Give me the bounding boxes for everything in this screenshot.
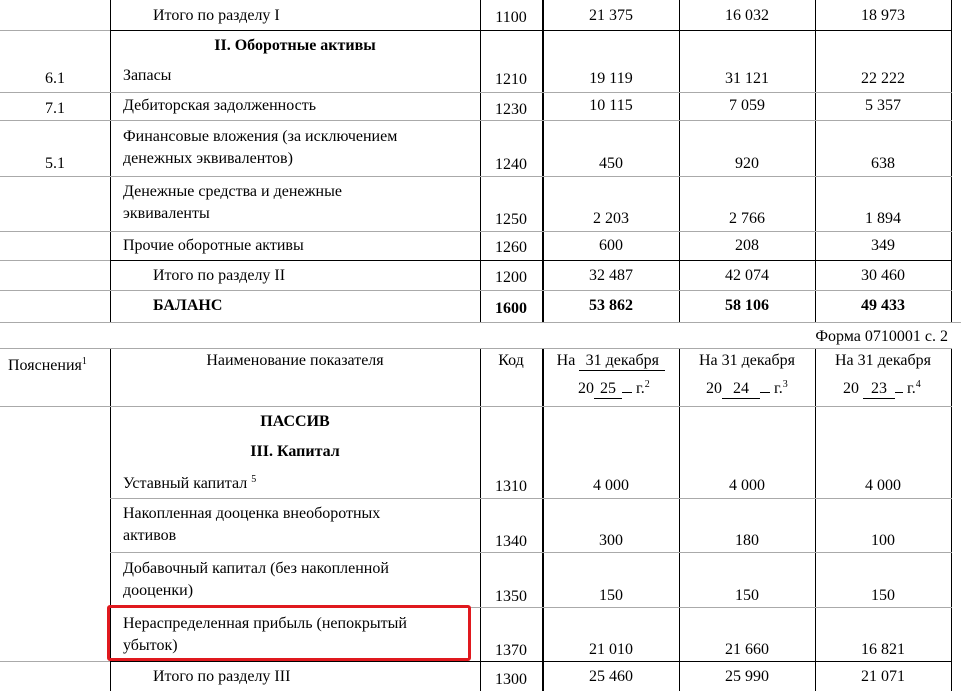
- value-cell: 4 000: [593, 477, 629, 494]
- row-note: 6.1: [45, 70, 65, 87]
- value-cell: 100: [871, 532, 895, 549]
- value-cell: 31 121: [725, 70, 769, 87]
- value-cell: 30 460: [861, 267, 905, 284]
- row-name-line: денежных эквивалентов): [123, 150, 293, 167]
- header-year-col1: 20 25 г.$^2$: [578, 379, 650, 397]
- row-name-line: Денежные средства и денежные: [123, 183, 342, 200]
- row-name-line: Финансовые вложения (за исключением: [123, 128, 398, 145]
- row-name: Запасы: [123, 67, 172, 84]
- value-cell: 18 973: [861, 7, 905, 24]
- balance-total-label: БАЛАНС: [153, 297, 223, 314]
- value-cell: 21 010: [589, 641, 633, 658]
- value-cell: 5 357: [865, 97, 901, 114]
- value-cell: 2 203: [593, 210, 629, 227]
- row-name-line: эквиваленты: [123, 205, 210, 222]
- row-code: 1200: [495, 269, 527, 286]
- header-date-col1: На 31 декабря: [543, 350, 679, 372]
- form-label: Форма 0710001 с. 2: [815, 328, 948, 345]
- value-cell: 53 862: [589, 297, 633, 314]
- row-name-line: Накопленная дооценка внеоборотных: [123, 505, 381, 522]
- row-name-line: дооценки): [123, 582, 194, 599]
- row-divider: [0, 231, 952, 232]
- row-name: Прочие оборотные активы: [123, 237, 304, 254]
- value-cell: 7 059: [729, 97, 765, 114]
- value-cell: 58 106: [725, 297, 769, 314]
- row-note: 5.1: [45, 155, 65, 172]
- row-divider: [0, 290, 952, 291]
- value-cell: 49 433: [861, 297, 905, 314]
- row-name: Дебиторская задолженность: [123, 97, 316, 114]
- row-note: 7.1: [45, 100, 65, 117]
- value-cell: 150: [735, 587, 759, 604]
- header-notes: Пояснения$^1$: [8, 356, 87, 374]
- value-cell: 208: [735, 237, 759, 254]
- row-divider: [0, 348, 952, 349]
- value-cell: 2 766: [729, 210, 765, 227]
- row-code: 1260: [495, 239, 527, 256]
- header-year-col3: 20 23 г.$^4$: [843, 379, 921, 397]
- col-divider: [951, 348, 952, 691]
- row-code: 1370: [495, 642, 527, 659]
- row-name-line: активов: [123, 527, 177, 544]
- value-cell: 4 000: [729, 477, 765, 494]
- row-name-line: убыток): [123, 637, 178, 654]
- value-cell: 4 000: [865, 477, 901, 494]
- row-code: 1310: [495, 478, 527, 495]
- col-divider: [951, 0, 952, 322]
- liabilities-title: ПАССИВ: [260, 413, 330, 430]
- value-cell: 16 032: [725, 7, 769, 24]
- row-divider: [0, 661, 110, 662]
- row-divider: [0, 260, 110, 261]
- value-cell: 638: [871, 155, 895, 172]
- row-divider: [0, 176, 952, 177]
- row-divider: [0, 406, 952, 407]
- value-cell: 150: [599, 587, 623, 604]
- row-code: 1350: [495, 588, 527, 605]
- row-divider: [0, 92, 952, 93]
- header-date-col2: На 31 декабря: [698, 352, 796, 369]
- row-code: 1340: [495, 533, 527, 550]
- row-divider: [110, 498, 952, 499]
- header-code: Код: [498, 352, 524, 369]
- row-divider: [0, 120, 952, 121]
- value-cell: 450: [599, 155, 623, 172]
- row-code: 1600: [495, 300, 527, 317]
- highlight-box: [107, 605, 471, 661]
- value-cell: 920: [735, 155, 759, 172]
- row-code: 1250: [495, 211, 527, 228]
- section-heading: II. Оборотные активы: [214, 37, 376, 54]
- value-cell: 25 990: [725, 668, 769, 685]
- section-heading: III. Капитал: [250, 443, 340, 460]
- row-name: Итого по разделу III: [153, 668, 291, 685]
- row-name: Итого по разделу II: [153, 267, 286, 284]
- value-cell: 16 821: [861, 641, 905, 658]
- value-cell: 150: [871, 587, 895, 604]
- row-code: 1300: [495, 671, 527, 688]
- value-cell: 32 487: [589, 267, 633, 284]
- value-cell: 42 074: [725, 267, 769, 284]
- row-divider: [110, 30, 952, 31]
- row-name: Итого по разделу I: [153, 7, 280, 24]
- row-divider: [0, 30, 110, 31]
- row-code: 1230: [495, 101, 527, 118]
- value-cell: 349: [871, 237, 895, 254]
- value-cell: 21 071: [861, 668, 905, 685]
- value-cell: 19 119: [589, 70, 633, 87]
- value-cell: 1 894: [865, 210, 901, 227]
- value-cell: 180: [735, 532, 759, 549]
- value-cell: 22 222: [861, 70, 905, 87]
- header-year-col2: 20 24 г.$^3$: [706, 379, 788, 397]
- row-name-line: Нераспределенная прибыль (непокрытый: [123, 615, 407, 632]
- value-cell: 300: [599, 532, 623, 549]
- row-name-line: Добавочный капитал (без накопленной: [123, 560, 389, 577]
- value-cell: 21 375: [589, 7, 633, 24]
- header-indicator-name: Наименование показателя: [206, 352, 384, 369]
- row-divider: [0, 322, 961, 323]
- row-divider: [110, 260, 952, 261]
- value-cell: 600: [599, 237, 623, 254]
- row-code: 1100: [495, 9, 527, 26]
- row-code: 1210: [495, 71, 527, 88]
- row-code: 1240: [495, 156, 527, 173]
- value-cell: 10 115: [589, 97, 633, 114]
- header-date-col3: На 31 декабря: [834, 352, 932, 369]
- row-name: Уставный капитал $^5$: [123, 474, 257, 492]
- value-cell: 25 460: [589, 668, 633, 685]
- value-cell: 21 660: [725, 641, 769, 658]
